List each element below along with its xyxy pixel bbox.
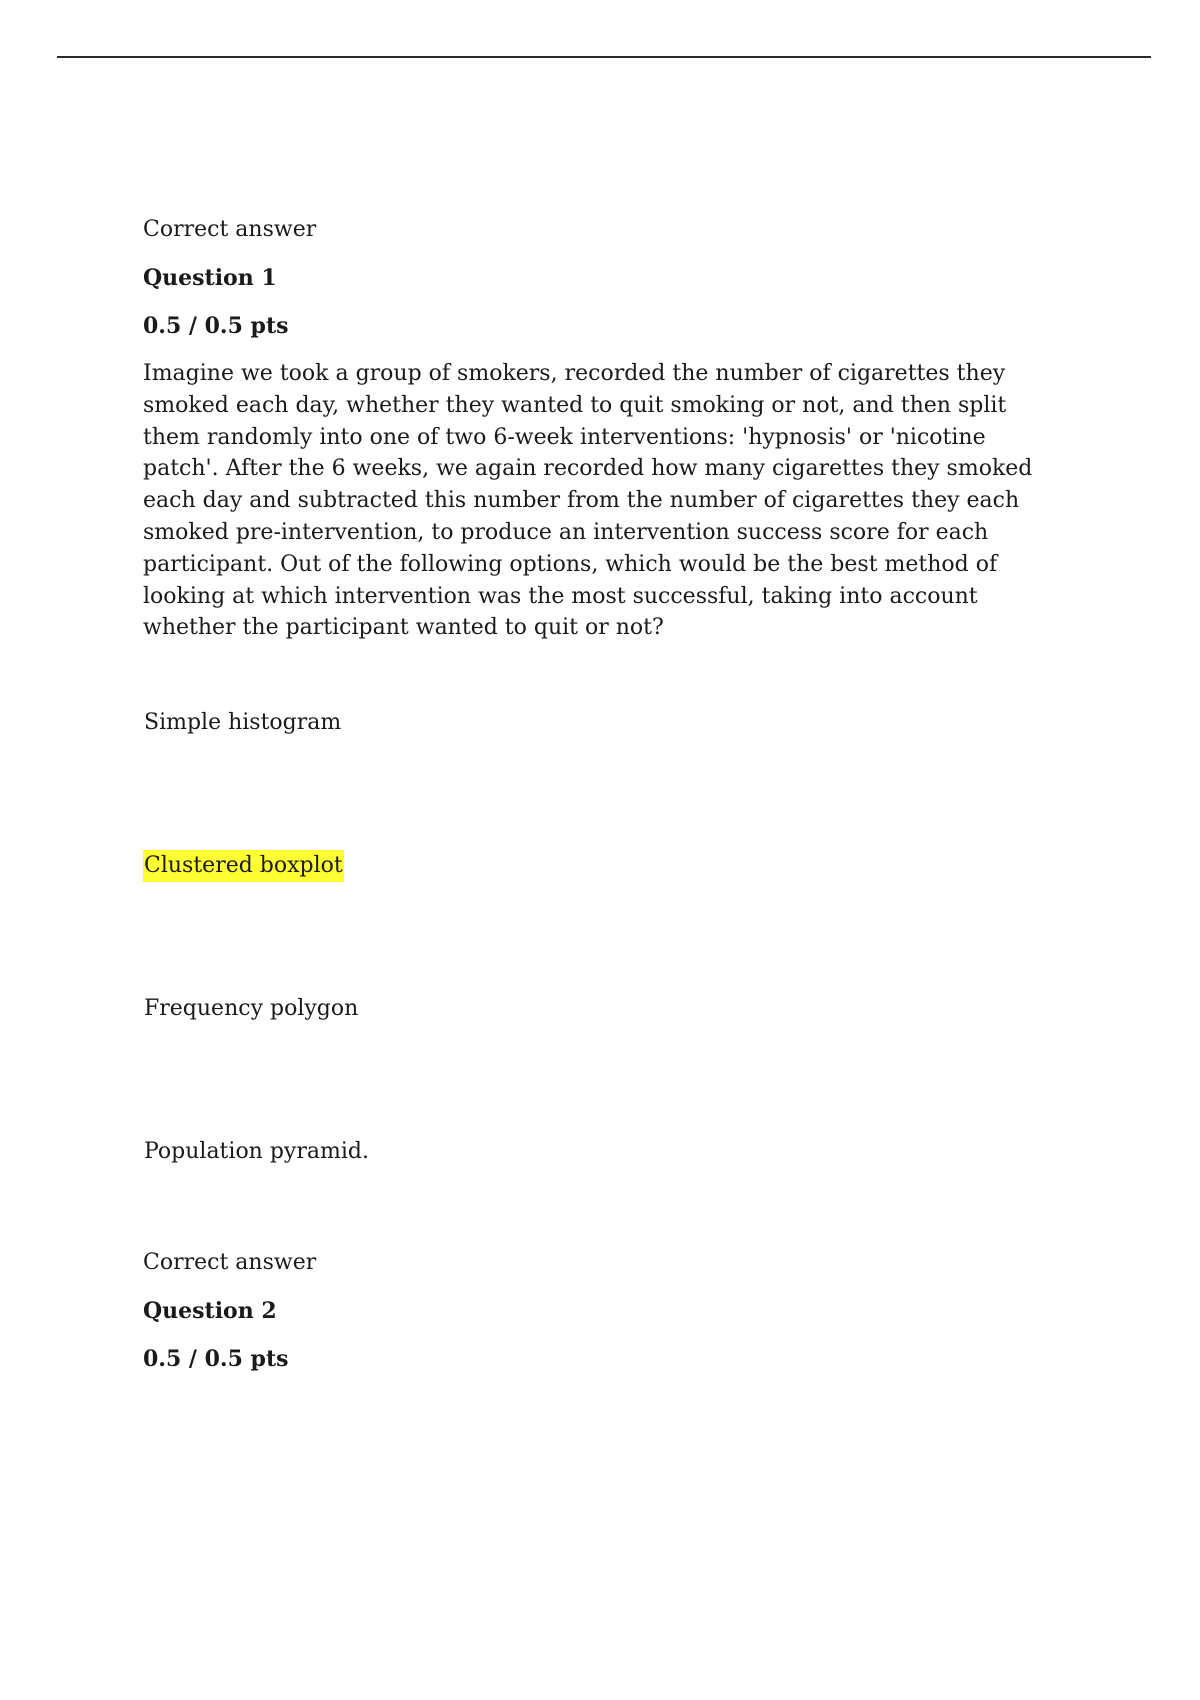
- question-status: Correct answer: [143, 217, 317, 242]
- question-text: Imagine we took a group of smokers, recorded the number of cigarettes they smoked each day, whether they wanted to quit smoking or not, and then split them randomly into one of two 6-week interventions: 'hypnosis' or 'nicotine patch'. After the 6 weeks, we again recorded how many cigarettes they smoked each day and subtracted this number from the number of cigarettes they each smoked pre-intervention, to produce an intervention success score for each participant. Out of the following options, which would be the best method of looking at which intervention was the most successful, taking into account whether the participant wanted to quit or not?: [143, 361, 1033, 641]
- question-2: [143, 1247, 1068, 1375]
- answer-label-highlighted: Clustered boxplot: [143, 850, 344, 882]
- answer-label: Population pyramid.: [144, 1139, 369, 1165]
- question-status: Correct answer: [143, 1250, 317, 1276]
- answer-list: [143, 707, 1068, 1165]
- answer-label: Frequency polygon: [144, 996, 359, 1022]
- question-title: Question 1: [143, 265, 277, 291]
- quiz-content: [143, 214, 1068, 1391]
- question-title: Question 2: [143, 1298, 277, 1325]
- question-1: [143, 214, 1068, 1165]
- question-points: 0.5 / 0.5 pts: [143, 1346, 289, 1373]
- page-header-rule: [57, 56, 1151, 58]
- answer-label: Simple histogram: [144, 710, 342, 736]
- answer-option: [143, 993, 1068, 1136]
- question-points: 0.5 / 0.5 pts: [143, 313, 289, 339]
- answer-option: [143, 707, 1068, 850]
- answer-option-correct: [143, 850, 1068, 993]
